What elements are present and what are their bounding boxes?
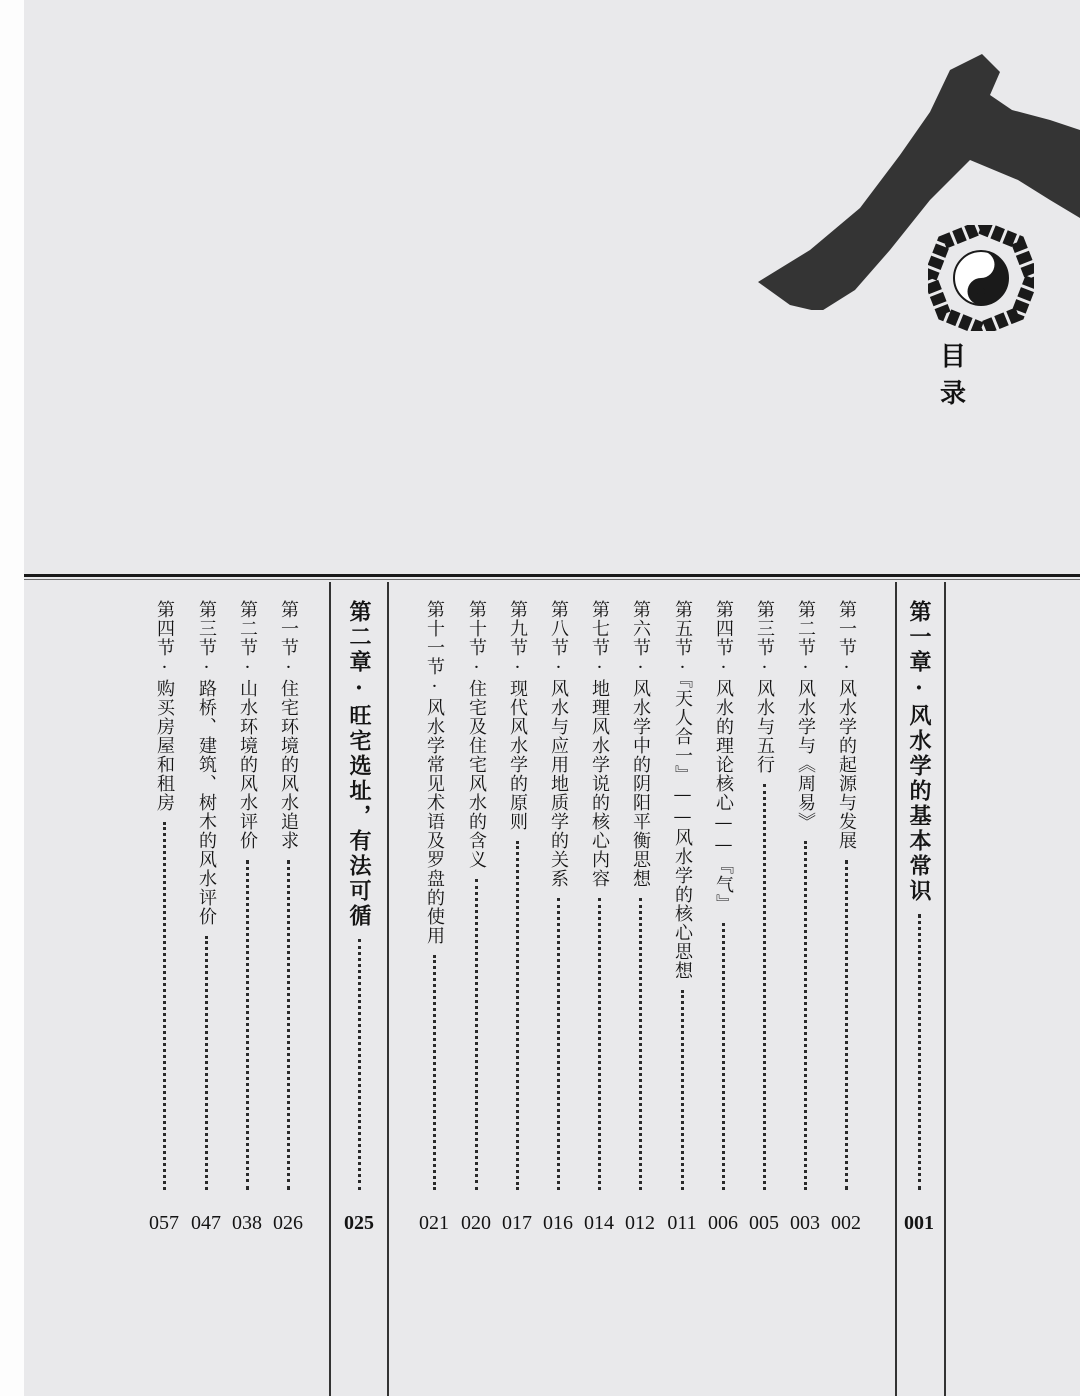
section-page-number: 002 [831, 1212, 861, 1234]
leader-dots [804, 841, 807, 1190]
section-page-number: 038 [232, 1212, 262, 1234]
leader-dots [598, 898, 601, 1190]
section-title: 第二节·风水学与《周易》 [795, 600, 816, 831]
section-page-number: 011 [667, 1212, 697, 1234]
section-entry[interactable] [828, 600, 864, 1200]
section-title: 第四节·购买房屋和租房 [154, 600, 175, 812]
section-title: 第九节·现代风水学的原则 [507, 600, 528, 831]
top-rule-thin [24, 579, 1080, 580]
section-page-number: 016 [543, 1212, 573, 1234]
section-title: 第七节·地理风水学说的核心内容 [589, 600, 610, 888]
chapter-title: 第二章·旺宅选址，有法可循 [346, 600, 372, 929]
leader-dots [516, 841, 519, 1190]
leader-dots [163, 822, 166, 1190]
section-title: 第三节·风水与五行 [754, 600, 775, 774]
section-title: 第四节·风水的理论核心——『气』 [713, 600, 734, 913]
section-entry[interactable] [664, 600, 700, 1200]
leader-dots [287, 860, 290, 1190]
leader-dots [681, 990, 684, 1190]
chapter-title: 第一章·风水学的基本常识 [906, 600, 932, 904]
leader-dots [433, 955, 436, 1190]
leader-dots [246, 860, 249, 1190]
column-divider [387, 582, 389, 1396]
bagua-icon [928, 225, 1034, 331]
section-page-number: 047 [191, 1212, 221, 1234]
section-title: 第八节·风水与应用地质学的关系 [548, 600, 569, 888]
section-entry[interactable] [270, 600, 306, 1200]
leader-dots [918, 914, 921, 1190]
section-page-number: 026 [273, 1212, 303, 1234]
toc-heading: 目 录 [940, 342, 997, 409]
section-title: 第五节·『天人合一』——风水学的核心思想 [672, 600, 693, 980]
column-divider [895, 582, 897, 1396]
section-entry[interactable] [188, 600, 224, 1200]
leader-dots [763, 784, 766, 1190]
section-title: 第二节·山水环境的风水评价 [237, 600, 258, 850]
section-entry[interactable] [458, 600, 494, 1200]
section-title: 第十节·住宅及住宅风水的含义 [466, 600, 487, 869]
column-divider [329, 582, 331, 1396]
section-entry[interactable] [499, 600, 535, 1200]
leader-dots [845, 860, 848, 1190]
leader-dots [475, 879, 478, 1190]
section-title: 第一节·住宅环境的风水追求 [278, 600, 299, 850]
section-page-number: 020 [461, 1212, 491, 1234]
chapter-entry[interactable] [901, 600, 937, 1200]
chapter-entry[interactable] [341, 600, 377, 1200]
section-entry[interactable] [787, 600, 823, 1200]
section-page-number: 017 [502, 1212, 532, 1234]
leader-dots [557, 898, 560, 1190]
chapter-page-number: 001 [904, 1212, 934, 1234]
leader-dots [722, 923, 725, 1190]
section-entry[interactable] [581, 600, 617, 1200]
leader-dots [205, 936, 208, 1190]
column-divider [944, 582, 946, 1396]
section-page-number: 057 [149, 1212, 179, 1234]
section-page-number: 021 [419, 1212, 449, 1234]
section-entry[interactable] [622, 600, 658, 1200]
section-entry[interactable] [146, 600, 182, 1200]
top-rule [24, 574, 1080, 577]
section-entry[interactable] [746, 600, 782, 1200]
leader-dots [639, 898, 642, 1190]
section-title: 第六节·风水学中的阴阳平衡思想 [630, 600, 651, 888]
section-page-number: 014 [584, 1212, 614, 1234]
section-entry[interactable] [540, 600, 576, 1200]
section-entry[interactable] [705, 600, 741, 1200]
section-entry[interactable] [229, 600, 265, 1200]
chapter-page-number: 025 [344, 1212, 374, 1234]
section-entry[interactable] [416, 600, 452, 1200]
section-title: 第三节·路桥、建筑、树木的风水评价 [196, 600, 217, 926]
section-title: 第一节·风水学的起源与发展 [836, 600, 857, 850]
section-page-number: 003 [790, 1212, 820, 1234]
leader-dots [358, 939, 361, 1190]
section-page-number: 005 [749, 1212, 779, 1234]
section-title: 第十一节·风水学常见术语及罗盘的使用 [424, 600, 445, 945]
section-page-number: 012 [625, 1212, 655, 1234]
section-page-number: 006 [708, 1212, 738, 1234]
